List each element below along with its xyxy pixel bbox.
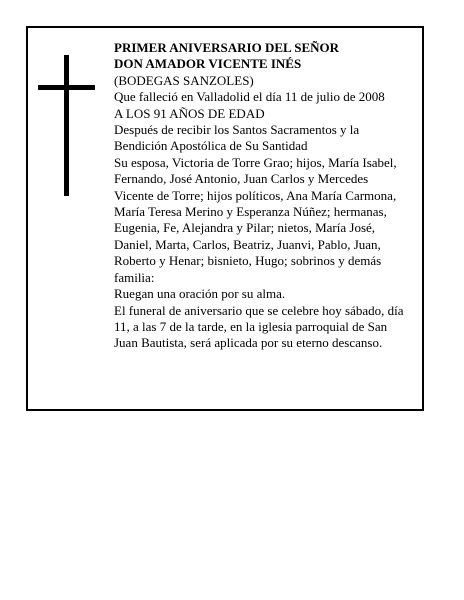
age-line: A LOS 91 AÑOS DE EDAD — [114, 105, 265, 121]
title-line-2: DON AMADOR VICENTE INÉS — [114, 56, 302, 72]
funeral-line: El funeral de aniversario que se celebre hoy sábado, día — [114, 302, 404, 318]
funeral-line: 11, a las 7 de la tarde, en la iglesia parroquial de San — [114, 318, 388, 334]
family-line: Fernando, José Antonio, Juan Carlos y Mercedes — [114, 171, 369, 187]
family-line: Daniel, Marta, Carlos, Beatriz, Juanvi, Pablo, Juan, — [114, 236, 381, 252]
family-line: María Teresa Merino y Esperanza Núñez; hermanas, — [114, 204, 387, 220]
cross-icon-vertical-bar — [64, 55, 69, 196]
sacraments-line-1: Después de recibir los Santos Sacramentos y la — [114, 122, 360, 138]
cross-icon-horizontal-bar — [38, 85, 95, 90]
family-line: Roberto y Henar; bisnieto, Hugo; sobrinos y demás — [114, 253, 382, 269]
funeral-line: Juan Bautista, será aplicada por su eterno descanso. — [114, 335, 383, 351]
death-info: Que falleció en Valladolid el día 11 de julio de 2008 — [114, 89, 385, 105]
prayer-request: Ruegan una oración por su alma. — [114, 286, 286, 302]
family-line: Vicente de Torre; hijos políticos, Ana María Carmona, — [114, 187, 397, 203]
family-line: familia: — [114, 269, 155, 285]
sacraments-line-2: Bendición Apostólica de Su Santidad — [114, 138, 308, 154]
company-name: (BODEGAS SANZOLES) — [114, 72, 254, 88]
obituary-text — [114, 40, 420, 352]
title-line-1: PRIMER ANIVERSARIO DEL SEÑOR — [114, 40, 340, 55]
family-line: Eugenia, Fe, Alejandra y Pilar; nietos, María José, — [114, 220, 376, 236]
family-line: Su esposa, Victoria de Torre Grao; hijos, María Isabel, — [114, 154, 397, 170]
